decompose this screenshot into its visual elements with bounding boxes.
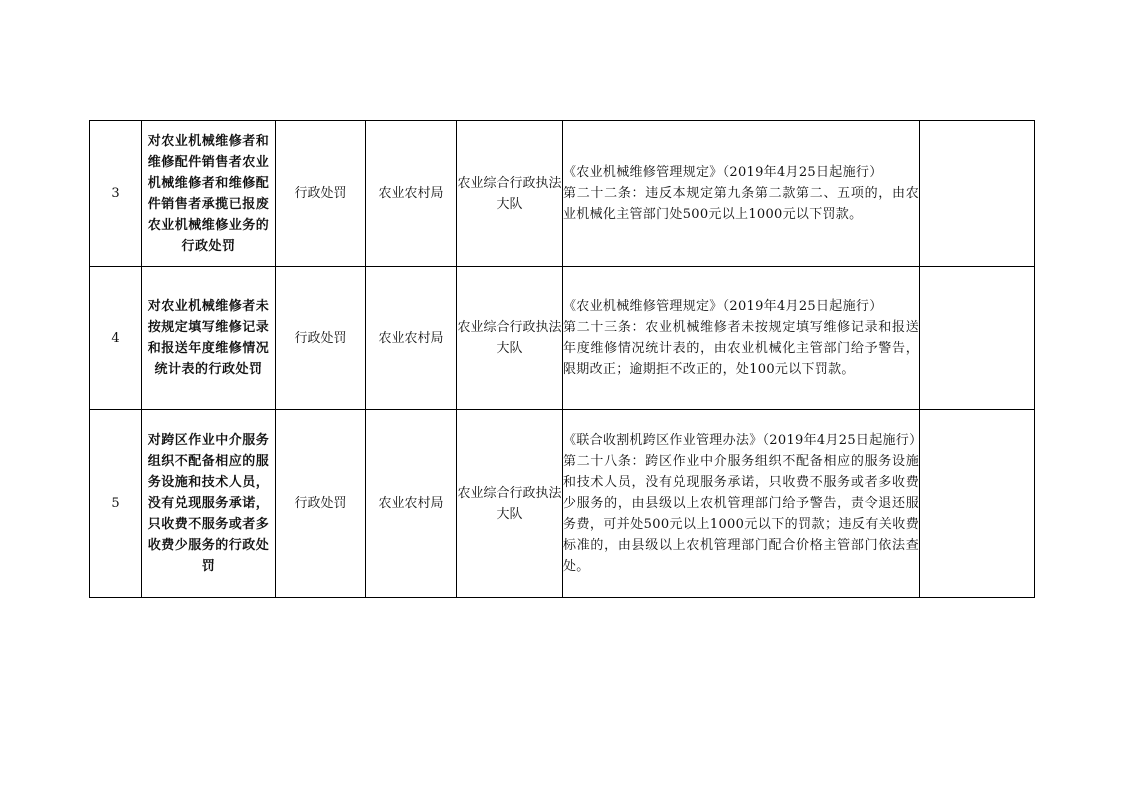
enforcement-table — [89, 120, 1035, 598]
table-row — [90, 121, 1035, 267]
remarks — [920, 121, 1035, 267]
row-number: 4 — [90, 267, 142, 410]
basis-text: 第二十八条：跨区作业中介服务组织不配备相应的服务设施和技术人员，没有兑现服务承诺，只收费不服务或者多收费少服务的，由县级以上农机管理部门给予警告，责令退还服务费，可并处500元以上1000元以下的罚款；违反有关收费标准的，由县级以上农机管理部门配合价格主管部门依法查处。 — [563, 454, 919, 574]
basis-title: 《农业机械维修管理规定》（2019年4月25日起施行） — [563, 165, 883, 180]
power-type: 行政处罚 — [276, 121, 366, 267]
power-type: 行政处罚 — [276, 410, 366, 598]
legal-basis — [563, 410, 923, 598]
item-name: 对跨区作业中介服务组织不配备相应的服务设施和技术人员，没有兑现服务承诺，只收费不服务或者多收费少服务的行政处罚 — [142, 410, 276, 598]
basis-title: 《联合收割机跨区作业管理办法》（2019年4月25日起施行） — [563, 433, 923, 448]
table-row — [90, 410, 1035, 598]
responsible-department: 农业农村局 — [366, 121, 457, 267]
legal-basis — [563, 267, 920, 410]
item-name: 对农业机械维修者未按规定填写维修记录和报送年度维修情况统计表的行政处罚 — [142, 267, 276, 410]
responsible-department: 农业农村局 — [366, 410, 457, 598]
legal-basis — [563, 121, 920, 267]
row-number: 3 — [90, 121, 142, 267]
table-row — [90, 267, 1035, 410]
row-number: 5 — [90, 410, 142, 598]
basis-text: 第二十三条：农业机械维修者未按规定填写维修记录和报送年度维修情况统计表的，由农业机械化主管部门给予警告，限期改正；逾期拒不改正的，处100元以下罚款。 — [563, 320, 919, 377]
basis-text: 第二十二条：违反本规定第九条第二款第二、五项的，由农业机械化主管部门处500元以上1000元以下罚款。 — [563, 186, 919, 222]
enforcement-unit: 农业综合行政执法大队 — [457, 410, 563, 598]
remarks — [920, 410, 1035, 598]
item-name: 对农业机械维修者和维修配件销售者农业机械维修者和维修配件销售者承揽已报废农业机械维修业务的行政处罚 — [142, 121, 276, 267]
enforcement-unit: 农业综合行政执法大队 — [457, 121, 563, 267]
responsible-department: 农业农村局 — [366, 267, 457, 410]
power-type: 行政处罚 — [276, 267, 366, 410]
remarks — [920, 267, 1035, 410]
basis-title: 《农业机械维修管理规定》（2019年4月25日起施行） — [563, 299, 883, 314]
enforcement-unit: 农业综合行政执法大队 — [457, 267, 563, 410]
